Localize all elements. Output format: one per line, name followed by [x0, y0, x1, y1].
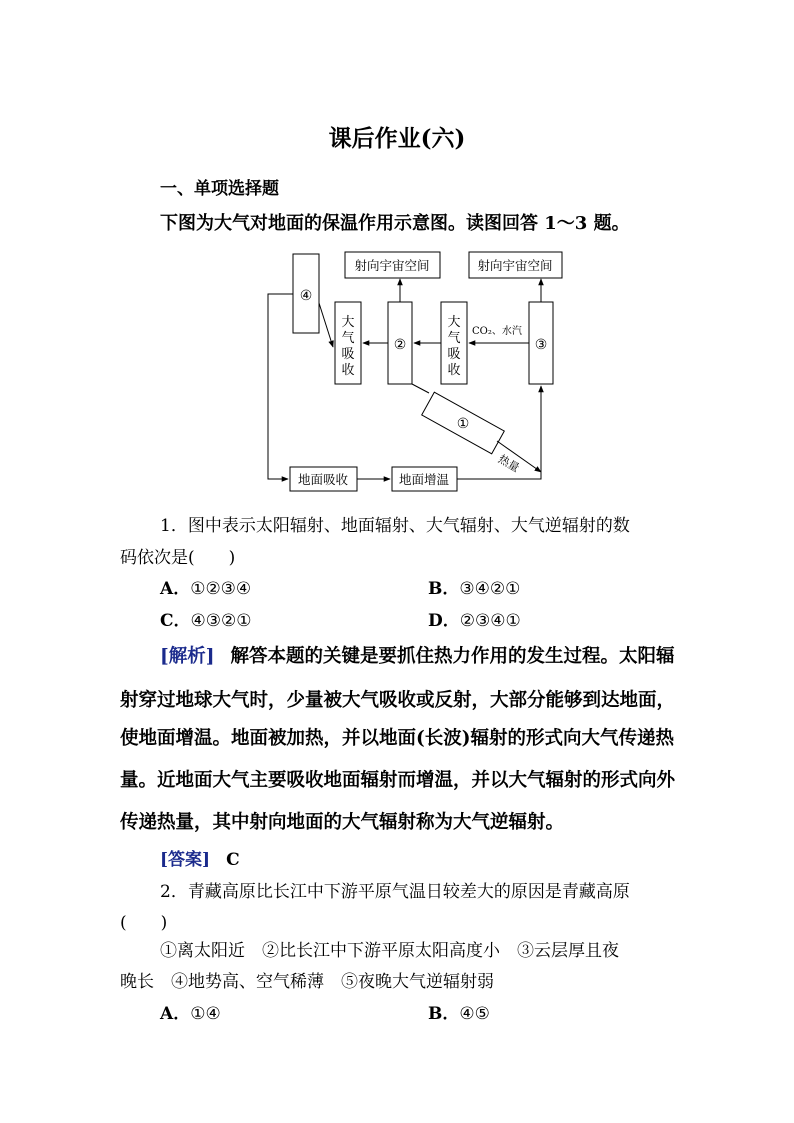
ground-warm-label: 地面增温	[398, 472, 450, 487]
ground-absorb-label: 地面吸收	[297, 472, 349, 487]
analysis-line1	[160, 642, 675, 668]
q2-line1: 2．青藏高原比长江中下游平原气温日较差大的原因是青藏高原	[160, 882, 630, 902]
option-text: ④③②①	[190, 611, 252, 631]
page-title: 课后作业(六)	[328, 125, 466, 152]
label-1: ①	[456, 416, 470, 432]
label-2: ②	[393, 337, 407, 353]
absorb-label-left: 大气吸收	[341, 315, 355, 378]
label-3: ③	[534, 337, 548, 353]
option-text: ②③④①	[459, 611, 521, 631]
answer-line	[160, 845, 240, 870]
absorb-label-right: 大气吸收	[447, 315, 461, 378]
analysis-line2: 射穿过地球大气时，少量被大气吸收或反射，大部分能够到达地面，	[120, 690, 676, 711]
q2-line3: ①离太阳近 ②比长江中下游平原太阳高度小 ③云层厚且夜	[160, 941, 619, 961]
q1-option-d[interactable]	[428, 606, 521, 631]
heat-label: 热量	[495, 452, 522, 475]
option-text: ③④②①	[459, 579, 521, 599]
option-letter: A．	[160, 1004, 191, 1024]
question-intro: 下图为大气对地面的保温作用示意图。读图回答 1～3 题。	[160, 213, 630, 234]
option-letter: C．	[160, 611, 191, 631]
option-letter: A．	[160, 579, 191, 599]
section-heading: 一、单项选择题	[160, 179, 279, 199]
analysis-line5: 传递热量，其中射向地面的大气辐射称为大气逆辐射。	[120, 812, 565, 833]
q2-option-b[interactable]	[428, 999, 490, 1024]
analysis-text: 解答本题的关键是要抓住热力作用的发生过程。太阳辐	[230, 646, 675, 667]
space-label-right: 射向宇宙空间	[477, 258, 553, 273]
q2-line2: ( )	[120, 913, 168, 933]
option-letter: B．	[428, 579, 460, 599]
analysis-tag: [解析]	[160, 646, 215, 667]
q2-option-a[interactable]	[160, 999, 221, 1024]
option-text: ①④	[190, 1004, 221, 1024]
q1-option-c[interactable]	[160, 606, 252, 631]
q1-line1: 1．图中表示太阳辐射、地面辐射、大气辐射、大气逆辐射的数	[160, 516, 630, 536]
space-label-left: 射向宇宙空间	[354, 258, 430, 273]
analysis-line3: 使地面增温。地面被加热，并以地面(长波)辐射的形式向大气传递热	[120, 728, 675, 749]
q1-option-b[interactable]	[428, 574, 520, 599]
option-letter: B．	[428, 1004, 460, 1024]
q1-line2: 码依次是( )	[120, 548, 236, 568]
greenhouse-diagram	[0, 0, 794, 500]
answer-value: C	[226, 850, 240, 870]
q2-line4: 晚长 ④地势高、空气稀薄 ⑤夜晚大气逆辐射弱	[120, 972, 494, 992]
analysis-line4: 量。近地面大气主要吸收地面辐射而增温，并以大气辐射的形式向外	[120, 770, 676, 791]
option-letter: D．	[428, 611, 460, 631]
label-4: ④	[299, 288, 313, 304]
option-text: ①②③④	[190, 579, 252, 599]
gas-label: CO₂、水汽	[472, 326, 522, 337]
option-text: ④⑤	[459, 1004, 490, 1024]
answer-tag: [答案]	[160, 850, 211, 870]
q1-option-a[interactable]	[160, 574, 251, 599]
